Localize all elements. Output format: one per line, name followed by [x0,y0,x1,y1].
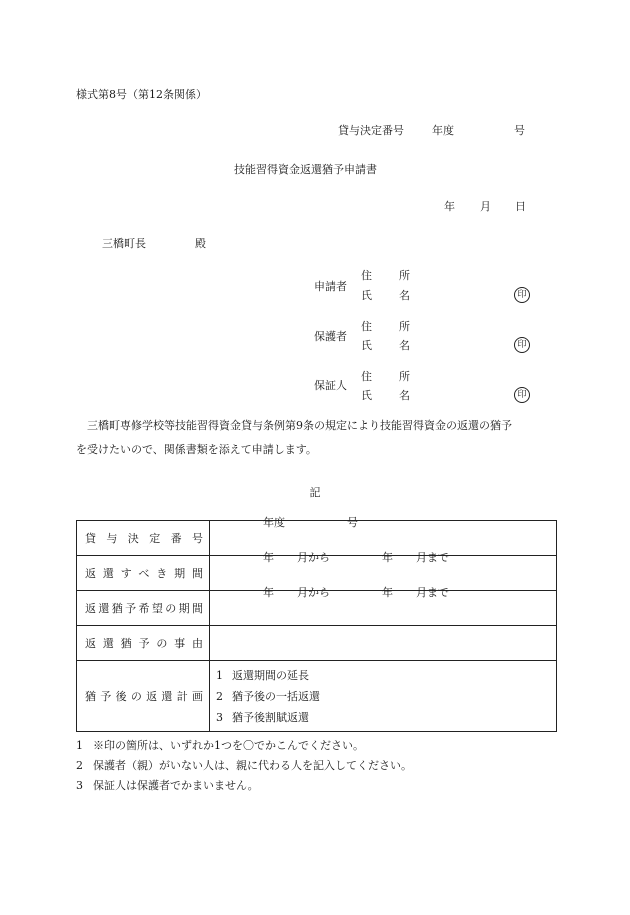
notes [76,736,412,796]
date-year: 年 [444,200,455,213]
repayment-plan-cell [210,661,557,732]
note-item: 3 保証人は保護者でかまいません。 [76,779,259,792]
deferment-end-month: 月まで [416,586,449,599]
applicant-name-label: 氏 名 [361,289,418,302]
date-month: 月 [480,200,491,213]
row-label-repayment-plan: 猶予後の返還計画 [77,661,210,732]
ki-heading: 記 [309,486,321,499]
addressee-honorific: 殿 [195,237,206,250]
applicant-address-label: 住 所 [361,269,418,282]
guarantor-seal-icon: 印 [514,387,530,403]
body-line-2: を受けたいので、関係書類を添えて申請します。 [76,443,317,456]
deferment-start-year: 年 [263,586,274,599]
guardian-label: 保護者 [314,330,347,343]
details-table [76,516,557,732]
form-number: 様式第8号（第12条関係） [76,88,207,101]
repayment-plan-options [210,665,556,728]
applicant-label: 申請者 [314,280,347,293]
row-label-deferment-reason: 返還猶予の事由 [77,626,210,661]
loan-decision-number: 号 [514,124,525,137]
table-row [77,626,557,661]
table-row [77,661,557,732]
plan-option-3[interactable]: 3 猶予後割賦返還 [216,710,309,724]
period-end-month: 月まで [416,551,449,564]
deferment-period-cell[interactable] [210,586,557,626]
plan-option-2[interactable]: 2 猶予後の一括返還 [216,689,320,703]
guardian-name-label: 氏 名 [361,339,418,352]
deferment-reason-cell[interactable] [210,626,557,661]
period-start-month: 月から [297,551,330,564]
loan-number-year: 年度 [263,516,285,529]
deferment-start-month: 月から [297,586,330,599]
deferment-end-year: 年 [382,586,393,599]
guarantor-name-label: 氏 名 [361,389,418,402]
note-item: 2 保護者（親）がいない人は、親に代わる人を記入してください。 [76,759,412,772]
date-day: 日 [515,200,526,213]
body-paragraph [76,414,562,462]
applicant-seal-icon: 印 [514,287,530,303]
loan-number-suffix: 号 [347,516,358,529]
plan-option-1[interactable]: 1 返還期間の延長 [216,668,309,682]
period-end-year: 年 [382,551,393,564]
note-item: 1 ※印の箇所は、いずれか1つを〇でかこんでください。 [76,739,364,752]
table-row [77,591,557,626]
loan-decision-label: 貸与決定番号 [338,124,404,137]
row-label-repayment-period: 返還すべき期間 [77,556,210,591]
loan-decision-year: 年度 [432,124,454,137]
addressee-name: 三橋町長 [102,237,146,250]
guardian-address-label: 住 所 [361,320,418,333]
row-label-deferment-period: 返還猶予希望の期間 [77,591,210,626]
row-label-loan-number: 貸与決定番号 [77,521,210,556]
guarantor-label: 保証人 [314,379,347,392]
body-line-1: 三橋町専修学校等技能習得資金貸与条例第9条の規定により技能習得資金の返還の猶予 [87,419,512,432]
guarantor-address-label: 住 所 [361,370,418,383]
guardian-seal-icon: 印 [514,337,530,353]
period-start-year: 年 [263,551,274,564]
document-title: 技能習得資金返還猶予申請書 [234,163,377,176]
